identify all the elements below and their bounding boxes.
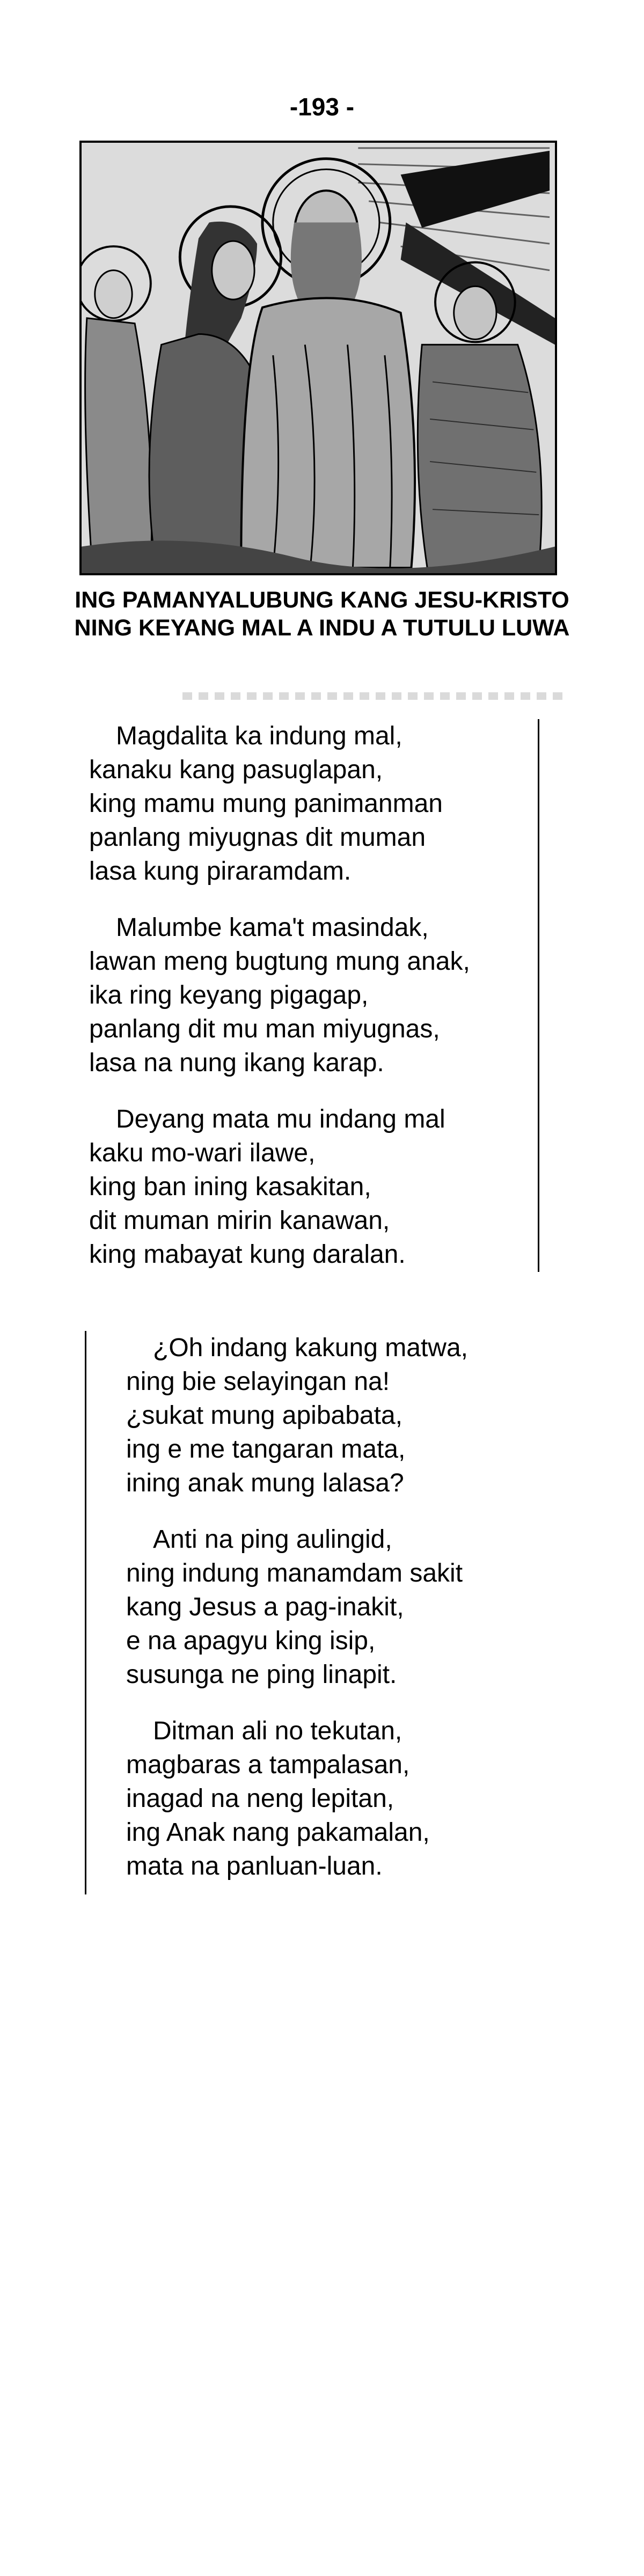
illustration-drawing [82,143,555,573]
verse-line: Ditman ali no tekutan, [153,1717,402,1745]
stanza-group-2 [85,1331,548,1894]
verse-line: dit muman mirin kanawan, [89,1206,390,1235]
verse-line: king mamu mung panimanman [89,789,443,818]
stanza [86,1102,538,1271]
verse-line: ika ring keyang pigagap, [89,981,369,1009]
stanza [86,1523,548,1692]
stanza [86,911,538,1080]
verse-line: Anti na ping aulingid, [153,1525,392,1554]
verse-line: king ban ining kasakitan, [89,1173,371,1201]
verse-line: ning bie selayingan na! [126,1367,390,1396]
bleed-through-text [182,692,564,700]
chapter-heading [0,586,644,642]
heading-line-1: ING PAMANYALUBUNG KANG JESU-KRISTO [75,587,569,613]
heading-line-2: NING KEYANG MAL A INDU A TUTULU LUWA [74,615,570,641]
verse-line: kang Jesus a pag-inakit, [126,1593,404,1621]
verse-line: mata na panluan-luan. [126,1852,383,1880]
stanza [86,1331,548,1500]
verse-line: ning indung manamdam sakit [126,1559,463,1587]
page-number: -193 - [289,93,355,121]
verse-line: inagad na neng lepitan, [126,1784,394,1813]
verse-line: e na apagyu king isip, [126,1627,376,1655]
verse-line: lasa na nung ikang karap. [89,1049,384,1077]
verse-line: magbaras a tampalasan, [126,1751,410,1779]
verse-line: Deyang mata mu indang mal [116,1105,445,1133]
verse-line: ¿Oh indang kakung matwa, [153,1334,468,1362]
verse-line: ¿sukat mung apibabata, [126,1401,402,1430]
stanza-group-1 [86,719,539,1272]
verse-line: kanaku kang pasuglapan, [89,756,383,784]
verse-line: king mabayat kung daralan. [89,1240,406,1269]
verse-line: lawan meng bugtung mung anak, [89,947,470,976]
verse-line: kaku mo-wari ilawe, [89,1139,316,1167]
verse-line: Malumbe kama't masindak, [116,913,429,942]
stanza [86,719,538,888]
verse-line: Magdalita ka indung mal, [116,722,402,750]
verse-line: ing e me tangaran mata, [126,1435,406,1463]
verse-line: ining anak mung lalasa? [126,1469,404,1497]
stations-of-the-cross-illustration [79,141,557,575]
verse-line: panlang miyugnas dit muman [89,823,426,852]
verse-line: ing Anak nang pakamalan, [126,1818,430,1847]
stanza [86,1714,548,1883]
verse-line: lasa kung piraramdam. [89,857,352,885]
verse-line: panlang dit mu man miyugnas, [89,1015,440,1043]
verse-line: susunga ne ping linapit. [126,1660,397,1689]
